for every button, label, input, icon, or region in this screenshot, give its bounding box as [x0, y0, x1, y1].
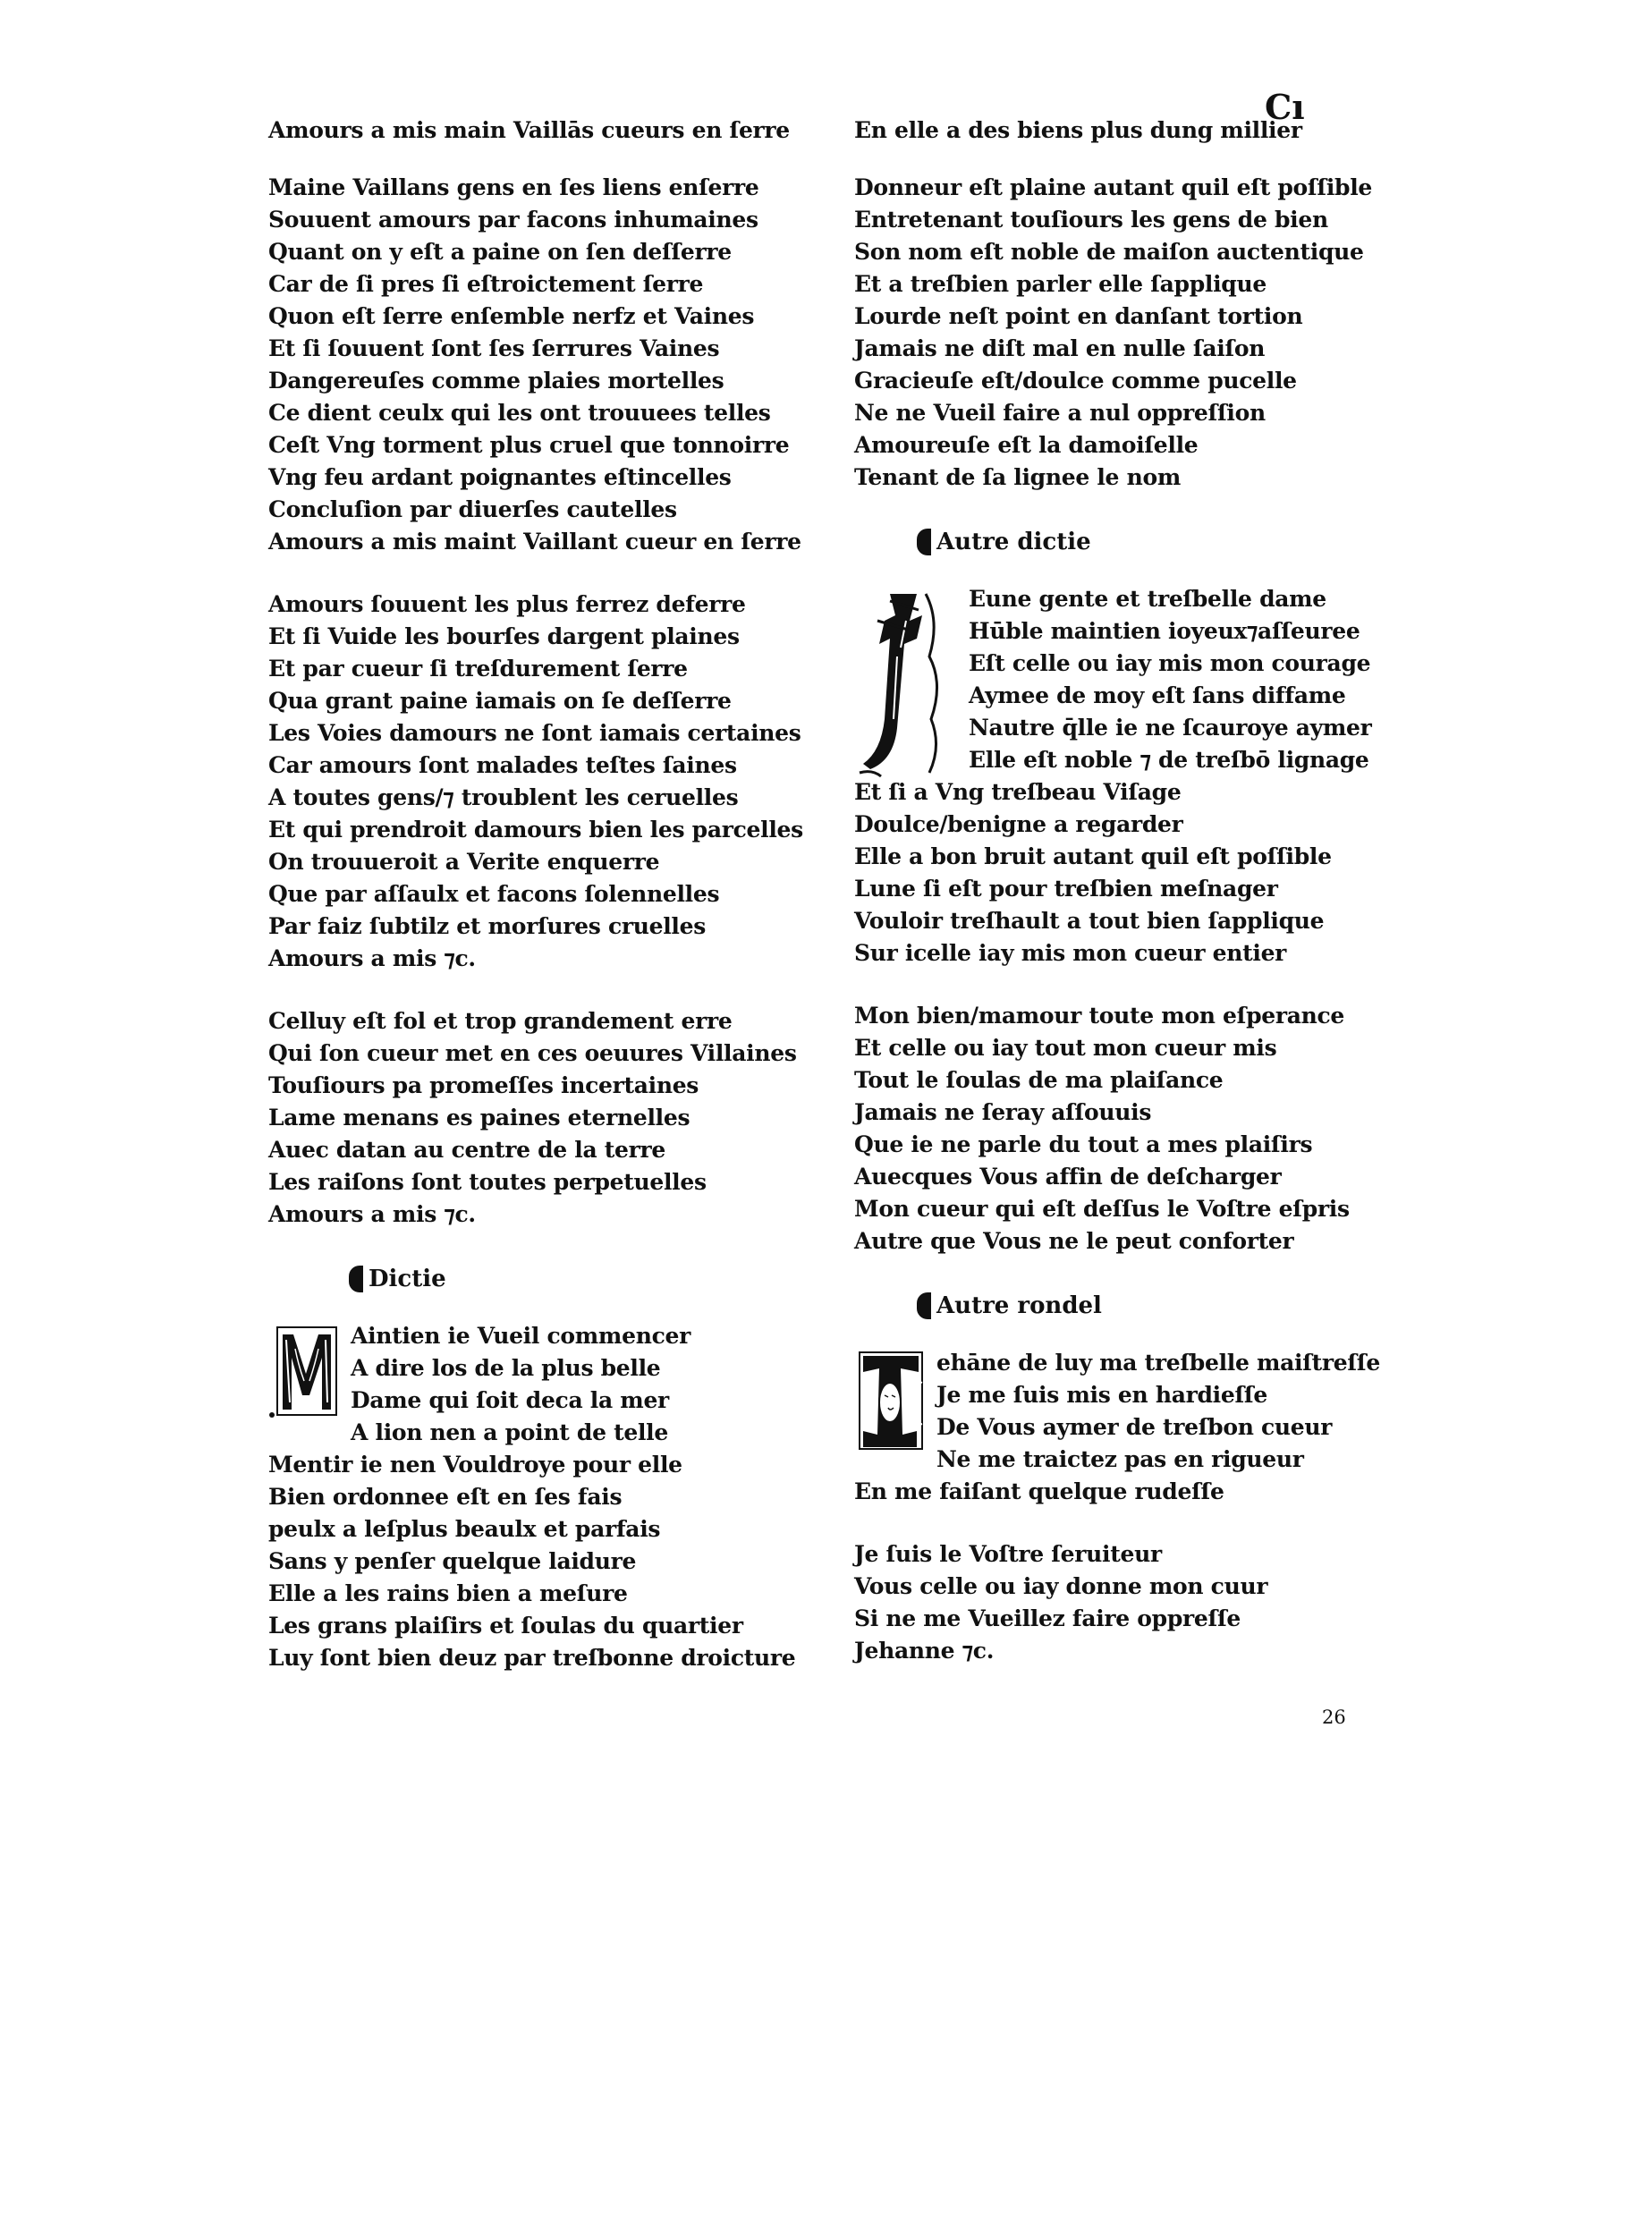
verse-line: Luy ſont bien deuz par treſbonne droicture	[268, 1645, 796, 1671]
verse-line: De Vous aymer de treſbon cueur	[936, 1414, 1333, 1440]
verse-line: Et qui prendroit damours bien les parcelles	[268, 817, 803, 843]
verse-line: Vng feu ardant poignantes eſtincelles	[268, 464, 732, 490]
verse-line: Tenant de ſa lignee le nom	[854, 464, 1181, 490]
verse-line: Car de ſi pres ſi eſtroictement ſerre	[268, 271, 704, 297]
verse-line: En elle a des biens plus dung millier	[854, 117, 1302, 143]
verse-line: Quon eſt ſerre enſemble nerfz et Vaines	[268, 303, 755, 329]
verse-line: Ce dient ceulx qui les ont trouuees telles	[268, 400, 771, 426]
verse-line: Amoureuſe eſt la damoiſelle	[854, 432, 1199, 458]
verse-line: Jamais ne diſt mal en nulle ſaiſon	[854, 335, 1266, 361]
initial-indented-lines	[351, 1320, 841, 1449]
verse-line: Auec datan au centre de la terre	[268, 1137, 666, 1163]
rondel-stanza-2	[854, 1538, 1409, 1667]
initial-indented-lines	[969, 583, 1409, 776]
verse-line: Elle eſt noble ⁊ de treſbō lignage	[969, 747, 1369, 773]
verse-line: Que ie ne parle du tout a mes plaiſirs	[854, 1131, 1313, 1157]
decorated-initial-j	[854, 585, 962, 787]
verse-line: Elle a les rains bien a meſure	[268, 1580, 628, 1606]
verse-line: Aymee de moy eſt ſans diffame	[969, 682, 1346, 708]
verse-line: Nautre q̄lle ie ne ſcauroye aymer	[969, 715, 1372, 741]
verse-line: A toutes gens/⁊ troublent les ceruelles	[268, 784, 739, 810]
section-heading-autre-rondel	[917, 1288, 1409, 1324]
verse-line: Les grans plaiſirs et ſoulas du quartier	[268, 1613, 743, 1639]
heading-text: Autre dictie	[936, 529, 1091, 555]
verse-line: Et ſi ſouuent ſont ſes ſerrures Vaines	[268, 335, 720, 361]
verse-line: Autre que Vous ne le peut conforter	[854, 1228, 1294, 1254]
section-heading-autre-dictie	[917, 524, 1409, 560]
verse-line: Et celle ou iay tout mon cueur mis	[854, 1035, 1277, 1061]
verse-line: Qua grant paine iamais on ſe deſſerre	[268, 688, 732, 714]
page-number: 26	[1322, 1707, 1346, 1728]
verse-line: Maine Vaillans gens en ſes liens enſerre	[268, 174, 759, 200]
verse-line: Et par cueur ſi treſdurement ſerre	[268, 656, 688, 682]
initial-indented-lines	[936, 1347, 1409, 1476]
autre-dictie-block	[854, 583, 1409, 970]
verse-line: Entretenant touſiours les gens de bien	[854, 207, 1328, 233]
verse-line: Quant on y eſt a paine on ſen deſſerre	[268, 239, 732, 265]
left-stanza-1	[268, 114, 841, 558]
rondel-block	[854, 1347, 1409, 1508]
heading-text: Autre rondel	[936, 1292, 1102, 1319]
verse-line: Mon cueur qui eſt deſſus le Voſtre eſpris	[854, 1196, 1350, 1222]
verse-line: Souuent amours par facons inhumaines	[268, 207, 758, 233]
verse-line: Lame menans es paines eternelles	[268, 1105, 690, 1131]
section-heading-dictie	[349, 1261, 841, 1297]
verse-line: Les raiſons ſont toutes perpetuelles	[268, 1169, 707, 1195]
verse-line: Celluy eſt fol et trop grandement erre	[268, 1008, 733, 1034]
verse-line: On trouueroit a Verite enquerre	[268, 849, 660, 875]
verse-line: Dangereuſes comme plaies mortelles	[268, 368, 724, 394]
verse-line: Vouloir treſhault a tout bien ſapplique	[854, 908, 1325, 934]
verse-line: En me faiſant quelque rudeſſe	[854, 1478, 1224, 1504]
verse-line: Si ne me Vueillez faire oppreſſe	[854, 1605, 1241, 1631]
verse-line: Auecques Vous affin de deſcharger	[854, 1164, 1282, 1190]
left-column	[268, 114, 841, 1674]
verse-line: Et a treſbien parler elle ſapplique	[854, 271, 1267, 297]
verse-line: ehāne de luy ma treſbelle maiſtreſſe	[936, 1350, 1380, 1376]
verse-line: Jehanne ⁊c.	[854, 1638, 995, 1664]
verse-line: Car amours ſont malades teſtes ſaines	[268, 752, 737, 778]
verse-line: Mon bien/mamour toute mon eſperance	[854, 1003, 1345, 1029]
pilcrow-icon	[917, 1292, 931, 1319]
verse-line: Et ſi Vuide les bourſes dargent plaines	[268, 623, 740, 649]
dictie-block	[268, 1320, 841, 1674]
verse-line: Par faiz ſubtilz et morſures cruelles	[268, 913, 706, 939]
verse-line: Gracieuſe eſt/doulce comme pucelle	[854, 368, 1297, 394]
signature-mark: Cı	[1265, 87, 1305, 127]
heading-text: Dictie	[369, 1266, 446, 1292]
verse-line: Sans y penſer quelque laidure	[268, 1548, 637, 1574]
verse-line: Ne me traictez pas en rigueur	[936, 1446, 1304, 1472]
right-stanza-3	[854, 1000, 1409, 1258]
verse-line: Je me ſuis mis en hardieſſe	[936, 1382, 1267, 1408]
verse-line: Hūble maintien ioyeux⁊aſſeuree	[969, 618, 1360, 644]
verse-line: Et ſi a Vng treſbeau Viſage	[854, 779, 1182, 805]
verse-line: Touſiours pa promeſſes incertaines	[268, 1072, 699, 1098]
verse-line: Vous celle ou iay donne mon cuur	[854, 1573, 1268, 1599]
decorated-initial-i	[854, 1349, 929, 1456]
verse-line: Amours ſouuent les plus ferrez deferre	[268, 591, 746, 617]
verse-line: Que par aſſaulx et facons ſolennelles	[268, 881, 720, 907]
verse-line: Les Voies damours ne ſont iamais certaines	[268, 720, 801, 746]
verse-line: Qui ſon cueur met en ces oeuures Villaines	[268, 1040, 797, 1066]
verse-line: Son nom eſt noble de maiſon auctentique	[854, 239, 1364, 265]
verse-line: A lion nen a point de telle	[351, 1419, 668, 1445]
verse-line: Doulce/benigne a regarder	[854, 811, 1183, 837]
verse-line: Amours a mis maint Vaillant cueur en ſerre	[268, 529, 801, 555]
pilcrow-icon	[349, 1266, 363, 1292]
verse-line: Lourde neſt point en danſant tortion	[854, 303, 1303, 329]
verse-line: Mentir ie nen Vouldroye pour elle	[268, 1452, 682, 1478]
verse-line: Amours a mis main Vaillās cueurs en ſerre	[268, 117, 790, 143]
decorated-initial-m	[268, 1322, 343, 1426]
verse-line: Bien ordonnee eſt en ſes fais	[268, 1484, 623, 1510]
verse-line: Amours a mis ⁊c.	[268, 1201, 476, 1227]
right-column	[854, 114, 1409, 1698]
left-stanza-2	[268, 589, 841, 975]
verse-line: Elle a bon bruit autant quil eſt poſſible	[854, 843, 1332, 869]
pilcrow-icon	[917, 529, 931, 555]
verse-line: Ceſt Vng torment plus cruel que tonnoirre	[268, 432, 790, 458]
verse-line: Dame qui ſoit deca la mer	[351, 1387, 669, 1413]
verse-line: Tout le ſoulas de ma plaiſance	[854, 1067, 1224, 1093]
verse-line: Lune ſi eſt pour treſbien meſnager	[854, 876, 1278, 902]
verse-line: Je ſuis le Voſtre ſeruiteur	[854, 1541, 1162, 1567]
verse-line: Concluſion par diuerſes cautelles	[268, 496, 677, 522]
verse-line: Jamais ne ſeray aſſouuis	[854, 1099, 1152, 1125]
verse-line: Amours a mis ⁊c.	[268, 945, 476, 971]
verse-line: peulx a leſplus beaulx et parfais	[268, 1516, 661, 1542]
verse-line: A dire los de la plus belle	[351, 1355, 661, 1381]
verse-line: Eſt celle ou iay mis mon courage	[969, 650, 1371, 676]
verse-line: Sur icelle iay mis mon cueur entier	[854, 940, 1287, 966]
verse-line: Eune gente et treſbelle dame	[969, 586, 1326, 612]
verse-line: Ne ne Vueil faire a nul oppreſſion	[854, 400, 1266, 426]
left-stanza-3	[268, 1005, 841, 1231]
right-stanza-1	[854, 114, 1409, 494]
verse-line: Donneur eſt plaine autant quil eſt poſſible	[854, 174, 1372, 200]
verse-line: Aintien ie Vueil commencer	[351, 1323, 690, 1349]
